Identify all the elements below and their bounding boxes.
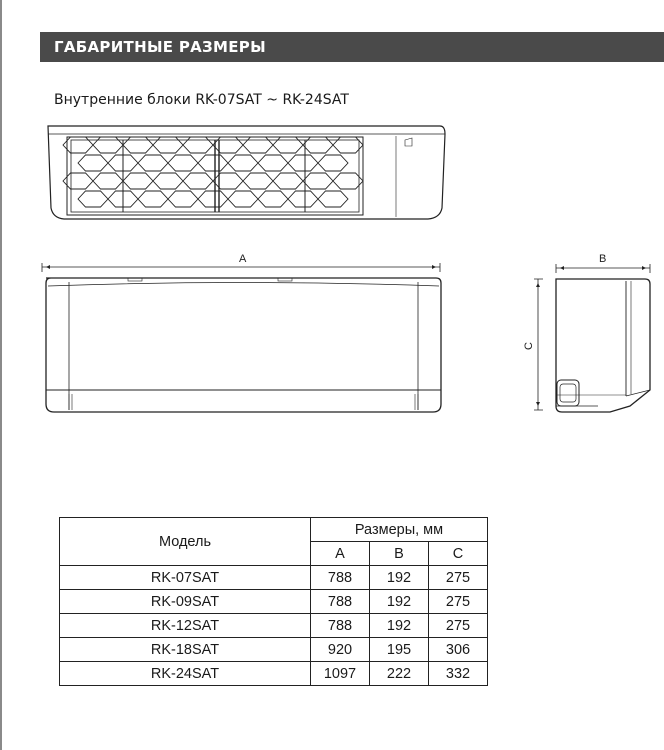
table-header-row (60, 518, 488, 542)
model-column-header: Модель (60, 518, 311, 566)
a-cell: 920 (311, 638, 370, 662)
grille-hex-cell (168, 155, 198, 171)
grille-hex-cell (138, 155, 168, 171)
section-title: ГАБАРИТНЫЕ РАЗМЕРЫ (54, 38, 266, 56)
table-row (60, 566, 488, 590)
a-cell: 1097 (311, 662, 370, 686)
grille-hex-cell (288, 155, 318, 171)
grille-hex-cell (243, 173, 273, 189)
column-a-header: A (311, 542, 370, 566)
c-cell: 275 (429, 590, 488, 614)
size-column-header: Размеры, мм (311, 518, 488, 542)
grille-hex-cell (213, 173, 243, 189)
grille-hex-cell (333, 137, 363, 153)
table-row (60, 662, 488, 686)
column-c-header: C (429, 542, 488, 566)
dimension-b-label: B (599, 253, 607, 265)
c-cell: 332 (429, 662, 488, 686)
grille-hex-cell (198, 191, 228, 207)
grille-hex-cell (78, 191, 108, 207)
column-b-header: B (370, 542, 429, 566)
grille-hex-cell (303, 173, 333, 189)
grille-hex-cell (168, 191, 198, 207)
dimension-a-label: A (239, 253, 247, 265)
model-cell: RK-09SAT (60, 590, 311, 614)
front-view-drawing (42, 263, 441, 412)
dimension-c-label: C (523, 342, 535, 350)
model-cell: RK-07SAT (60, 566, 311, 590)
c-cell: 275 (429, 614, 488, 638)
grille-hex-cell (123, 173, 153, 189)
grille-hex-cell (243, 137, 273, 153)
grille-hex-cell (138, 191, 168, 207)
b-cell: 222 (370, 662, 429, 686)
grille-hex-cell (273, 173, 303, 189)
b-cell: 192 (370, 566, 429, 590)
b-cell: 192 (370, 590, 429, 614)
a-cell: 788 (311, 566, 370, 590)
grille-hex-cell (303, 137, 333, 153)
side-view-drawing (534, 264, 650, 412)
b-cell: 192 (370, 614, 429, 638)
grille-hex-cell (288, 191, 318, 207)
grille-hex-cell (318, 191, 348, 207)
grille-hex-cell (183, 137, 213, 153)
model-cell: RK-18SAT (60, 638, 311, 662)
grille-hex-cell (273, 137, 303, 153)
top-view-drawing (48, 126, 445, 219)
grille-hex-cell (228, 155, 258, 171)
drawing-subtitle: Внутренние блоки RK-07SAT ~ RK-24SAT (54, 92, 349, 108)
table-row (60, 614, 488, 638)
grille-hex-cell (153, 173, 183, 189)
grille-hex-cell (123, 137, 153, 153)
model-cell: RK-12SAT (60, 614, 311, 638)
a-cell: 788 (311, 614, 370, 638)
c-cell: 275 (429, 566, 488, 590)
grille-hex-cell (93, 173, 123, 189)
grille-hex-cell (228, 191, 258, 207)
grille-hex-cell (258, 155, 288, 171)
model-cell: RK-24SAT (60, 662, 311, 686)
c-cell: 306 (429, 638, 488, 662)
dimensions-table (59, 517, 488, 686)
grille-hex-cell (258, 191, 288, 207)
table-row (60, 590, 488, 614)
b-cell: 195 (370, 638, 429, 662)
a-cell: 788 (311, 590, 370, 614)
grille-hex-cell (333, 173, 363, 189)
grille-hex-cell (153, 137, 183, 153)
grille-hex-cell (213, 137, 243, 153)
grille-hex-cell (78, 155, 108, 171)
grille-hex-cell (198, 155, 228, 171)
grille-hex-cell (93, 137, 123, 153)
table-row (60, 638, 488, 662)
grille-hex-cell (318, 155, 348, 171)
grille-hex-cell (183, 173, 213, 189)
